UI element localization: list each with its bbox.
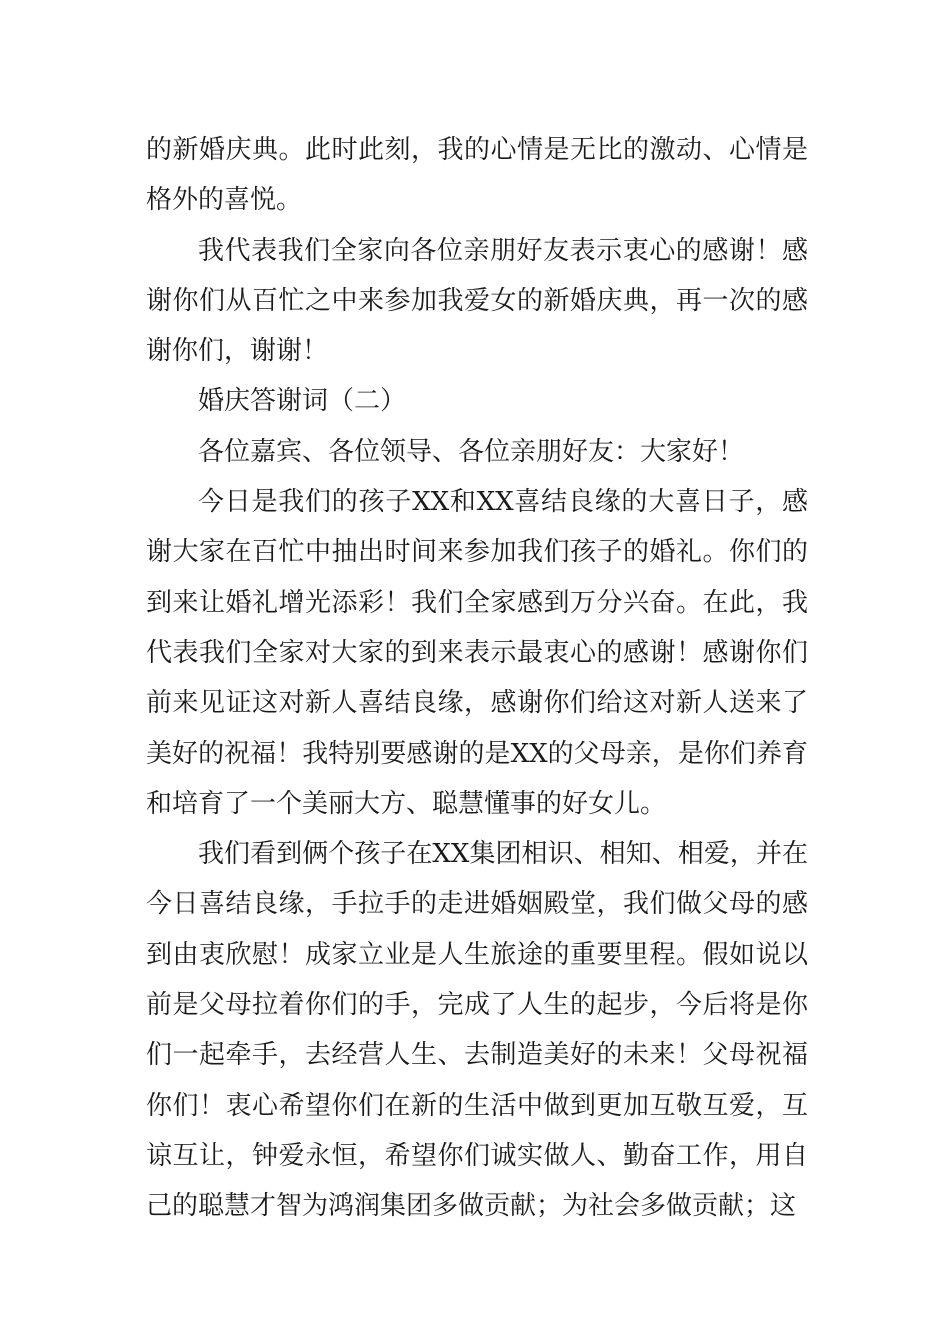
paragraph: 我们看到俩个孩子在XX集团相识、相知、相爱，并在今日喜结良缘，手拉手的走进婚姻殿堂，我们做父母的感到由衷欣慰！成家立业是人生旅途的重要里程。假如说以前是父母拉着你们的手，完成了人生的起步，今后将是你们一起牵手，去经营人生、去制造美好的未来！父母祝福你们！衷心希望你们在新的生活中做到更加互敬互爱，互谅互让，钟爱永恒，希望你们诚实做人、勤奋工作，用自己的聪慧才智为鸿润集团多做贡献；为社会多做贡献；这	[146, 839, 808, 1222]
salutation: 各位嘉宾、各位领导、各位亲朋好友：大家好！	[198, 436, 745, 467]
paragraph: 我代表我们全家向各位亲朋好友表示衷心的感谢！感谢你们从百忙之中来参加我爱女的新婚庆典，再一次的感谢你们，谢谢！	[146, 235, 808, 367]
paragraph: 的新婚庆典。此时此刻，我的心情是无比的激动、心情是格外的喜悦。	[146, 135, 808, 216]
paragraph: 今日是我们的孩子XX和XX喜结良缘的大喜日子，感谢大家在百忙中抽出时间来参加我们孩子的婚礼。你们的到来让婚礼增光添彩！我们全家感到万分兴奋。在此，我代表我们全家对大家的到来表示最衷心的感谢！感谢你们前来见证这对新人喜结良缘，感谢你们给这对新人送来了美好的祝福！我特别要感谢的是XX的父母亲，是你们养育和培育了一个美丽大方、聪慧懂事的好女儿。	[146, 487, 808, 819]
document-page	[146, 125, 808, 1232]
section-heading: 婚庆答谢词（二）	[198, 386, 407, 417]
